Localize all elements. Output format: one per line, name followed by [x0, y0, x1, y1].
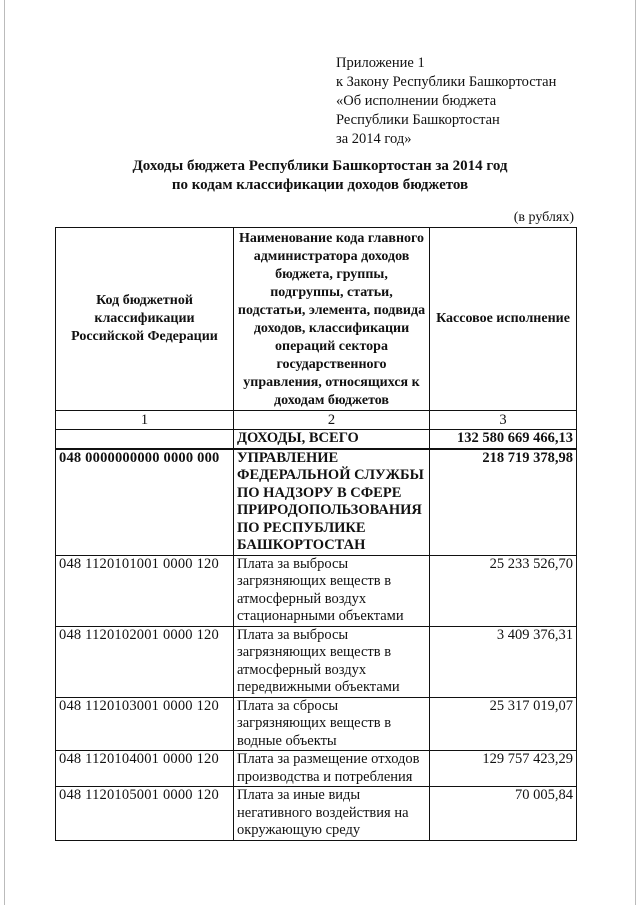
appendix-line: Республики Башкортостан	[336, 112, 500, 128]
amount-cell: 70 005,84	[430, 787, 577, 841]
amount-cell: 25 317 019,07	[430, 697, 577, 751]
header-row	[56, 228, 577, 411]
table-row	[56, 751, 577, 787]
amount-cell: 129 757 423,29	[430, 751, 577, 787]
scan-edge-right	[635, 0, 636, 905]
name-cell: Плата за сбросы загрязняющих веществ в водные объекты	[234, 697, 430, 751]
amount-cell: 132 580 669 466,13	[430, 430, 577, 449]
appendix-note	[336, 54, 556, 149]
header-budget-code: Код бюджетной классификации Российской Федерации	[56, 228, 234, 411]
code-cell: 048 1120103001 0000 120	[56, 697, 234, 751]
table-row	[56, 787, 577, 841]
name-cell: Плата за выбросы загрязняющих веществ в атмосферный воздух стационарными объектами	[234, 555, 430, 626]
amount-cell: 3 409 376,31	[430, 626, 577, 697]
index-cell: 1	[56, 411, 234, 430]
appendix-line: к Закону Республики Башкортостан	[336, 74, 557, 90]
code-cell: 048 1120101001 0000 120	[56, 555, 234, 626]
table-row	[56, 430, 577, 449]
amount-cell: 25 233 526,70	[430, 555, 577, 626]
table-row	[56, 626, 577, 697]
units-note: (в рублях)	[513, 210, 574, 225]
amount-cell: 218 719 378,98	[430, 449, 577, 556]
document-title	[40, 157, 600, 195]
table-row	[56, 697, 577, 751]
title-line-1: Доходы бюджета Республики Башкортостан за 2014 год	[132, 158, 508, 174]
name-cell: Плата за размещение отходов производства и потребления	[234, 751, 430, 787]
revenue-table	[55, 227, 577, 841]
table-row	[56, 555, 577, 626]
code-cell	[56, 430, 234, 449]
code-cell: 048 1120102001 0000 120	[56, 626, 234, 697]
name-cell: Плата за иные виды негативного воздействия на окружающую среду	[234, 787, 430, 841]
name-cell: ДОХОДЫ, ВСЕГО	[234, 430, 430, 449]
header-name: Наименование кода главного администратора доходов бюджета, группы, подгруппы, статьи, подстатьи, элемента, подвида доходов, классификации операций сектора государственного управления, относящихся к доходам бюджетов	[234, 228, 430, 411]
table-row	[56, 449, 577, 556]
name-cell: Плата за выбросы загрязняющих веществ в атмосферный воздух передвижными объектами	[234, 626, 430, 697]
scan-edge-left	[4, 0, 5, 905]
index-row	[56, 411, 577, 430]
name-cell: УПРАВЛЕНИЕ ФЕДЕРАЛЬНОЙ СЛУЖБЫ ПО НАДЗОРУ В СФЕРЕ ПРИРОДОПОЛЬЗОВАНИЯ ПО РЕСПУБЛИКЕ БАШКОРТОСТАН	[234, 449, 430, 556]
code-cell: 048 1120105001 0000 120	[56, 787, 234, 841]
title-line-2: по кодам классификации доходов бюджетов	[171, 177, 469, 193]
header-cash-execution: Кассовое исполнение	[430, 228, 577, 411]
code-cell: 048 1120104001 0000 120	[56, 751, 234, 787]
appendix-line: за 2014 год»	[336, 131, 412, 147]
code-cell: 048 0000000000 0000 000	[56, 449, 234, 556]
index-cell: 2	[234, 411, 430, 430]
index-cell: 3	[430, 411, 577, 430]
appendix-line: Приложение 1	[336, 55, 425, 71]
appendix-line: «Об исполнении бюджета	[336, 93, 497, 109]
